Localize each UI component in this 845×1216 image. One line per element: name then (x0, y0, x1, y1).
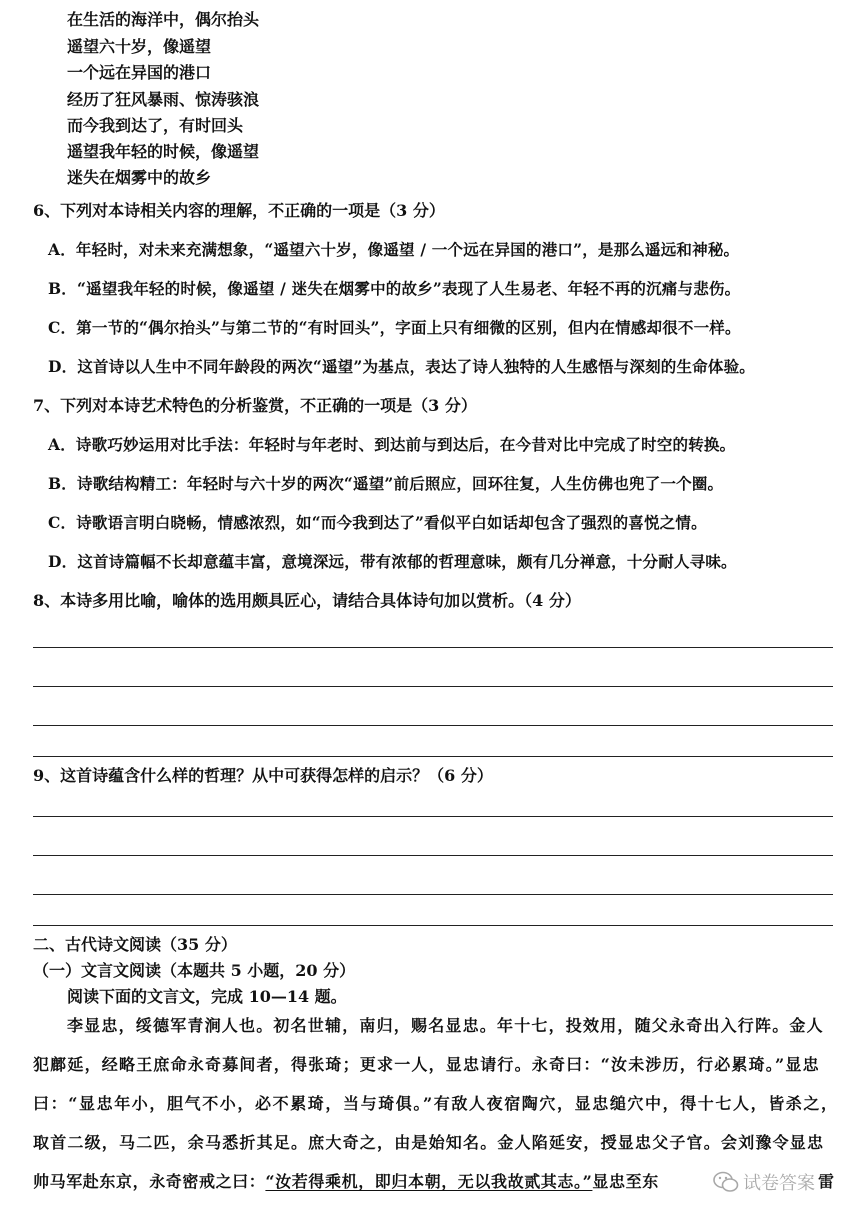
passage-text: 显忠至东 (592, 1172, 659, 1191)
answer-line (33, 647, 833, 648)
poem-line: 遥望我年轻的时候，像遥望 (67, 142, 260, 161)
passage-line: 李显忠，绥德军青涧人也。初名世辅，南归，赐名显忠。年十七，投效用，随父永奇出入行阵。金人 (67, 1016, 824, 1035)
answer-line (33, 894, 833, 895)
passage-line (33, 1172, 659, 1192)
underlined-sentence: “汝若得乘机，即归本朝，无以我故贰其志。” (265, 1172, 593, 1191)
watermark (713, 1168, 815, 1196)
question-6-option-d: D．这首诗以人生中不同年龄段的两次“遥望”为基点，表达了诗人独特的人生感悟与深刻的生命体验。 (48, 357, 755, 376)
question-6-option-b: B．“遥望我年轻的时候，像遥望 / 迷失在烟雾中的故乡”表现了人生易老、年轻不再的沉痛与悲伤。 (48, 279, 741, 298)
wechat-icon (713, 1171, 739, 1193)
question-7-option-d: D．这首诗篇幅不长却意蕴丰富，意境深远，带有浓郁的哲理意味，颇有几分禅意，十分耐人寻味。 (48, 552, 737, 571)
question-7-option-c: C．诗歌语言明白晓畅，情感浓烈，如“而今我到达了”看似平白如话却包含了强烈的喜悦之情。 (48, 513, 707, 532)
answer-line (33, 855, 833, 856)
question-7-option-b: B．诗歌结构精工：年轻时与六十岁的两次“遥望”前后照应，回环往复，人生仿佛也兜了一个圈。 (48, 474, 724, 493)
instruction: 阅读下面的文言文，完成 10—14 题。 (67, 987, 347, 1006)
question-8-stem: 8、本诗多用比喻，喻体的选用颇具匠心，请结合具体诗句加以赏析。（4 分） (33, 591, 581, 610)
watermark-text: 试卷答案 (743, 1173, 815, 1194)
passage-text: 帅马军赴东京，永奇密戒之曰： (33, 1172, 266, 1191)
subsection-title: （一）文言文阅读（本题共 5 小题，20 分） (33, 961, 356, 980)
section-title: 二、古代诗文阅读（35 分） (33, 935, 237, 954)
question-6-stem: 6、下列对本诗相关内容的理解，不正确的一项是（3 分） (33, 201, 445, 220)
passage-line: 犯鄜延，经略王庶命永奇募间者，得张琦；更求一人，显忠请行。永奇曰：“汝未涉历，行必累琦。”显忠 (33, 1055, 820, 1074)
poem-line: 在生活的海洋中，偶尔抬头 (67, 10, 260, 29)
answer-line (33, 925, 833, 926)
question-7-stem: 7、下列对本诗艺术特色的分析鉴赏，不正确的一项是（3 分） (33, 396, 477, 415)
poem-line: 经历了狂风暴雨、惊涛骇浪 (67, 90, 260, 109)
poem-line: 遥望六十岁，像遥望 (67, 37, 212, 56)
passage-text: 雷 (818, 1172, 835, 1191)
answer-line (33, 816, 833, 817)
passage-line: 曰：“显忠年小，胆气不小，必不累琦，当与琦俱。”有敌人夜宿陶穴，显忠缒穴中，得十七人，皆杀之， (33, 1094, 839, 1113)
question-6-option-a: A．年轻时，对未来充满想象，“遥望六十岁，像遥望 / 一个远在异国的港口”，是那么遥远和神秘。 (48, 240, 740, 259)
answer-line (33, 756, 833, 757)
poem-line: 迷失在烟雾中的故乡 (67, 168, 212, 187)
poem-line: 一个远在异国的港口 (67, 63, 212, 82)
answer-line (33, 725, 833, 726)
passage-line: 取首二级，马二匹，余马悉折其足。庶大奇之，由是始知名。金人陷延安，授显忠父子官。会刘豫令显忠 (33, 1133, 825, 1152)
poem-line: 而今我到达了，有时回头 (67, 116, 244, 135)
question-6-option-c: C．第一节的“偶尔抬头”与第二节的“有时回头”，字面上只有细微的区别，但内在情感却很不一样。 (48, 318, 741, 337)
answer-line (33, 686, 833, 687)
question-7-option-a: A．诗歌巧妙运用对比手法：年轻时与年老时、到达前与到达后，在今昔对比中完成了时空的转换。 (48, 435, 736, 454)
question-9-stem: 9、这首诗蕴含什么样的哲理？从中可获得怎样的启示？（6 分） (33, 766, 493, 785)
